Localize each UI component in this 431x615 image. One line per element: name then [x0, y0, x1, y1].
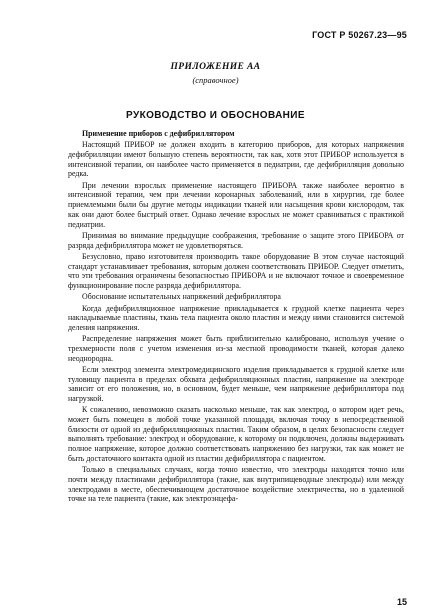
subheading-test-voltages: Обоснование испытательных напряжений дефибриллятора [82, 292, 281, 302]
paragraph: Безусловно, право изготовителя производить такое оборудование В этом случае настоящий стандарт устанавливает требования, которым должен соответствовать ПРИБОР. Следует отметить, что эти требования ограничены безопасностью ПРИБОРА и не включают точное и своевременное функционирование после разряда дефибриллятора. [68, 251, 404, 290]
paragraph: К сожалению, невозможно сказать насколько меньше, так как электрод, о котором идет речь, может быть помещен в любой точке указанной площади, включая точку в непосредственной близости от одной из дефибрилляционных пластин. Таким образом, в целях безопасности следует выполнять требование: электрод и оборудование, к которому он подключен, должны выдерживать полное напряжение, которое должно соответствовать напряжению без нагрузки, так как может не быть достаточного контакта одной из пластин дефибриллятора с пациентом. [68, 405, 404, 463]
section-title: РУКОВОДСТВО И ОБОСНОВАНИЕ [126, 110, 305, 121]
paragraph: Только в специальных случаях, когда точно известно, что электроды находятся точно или почти между пластинами дефибриллятора (такие, как внутрипищеводные электроды) или между электродами в месте, обеспечивающем достаточное воздействие электричества, но в удаленной точке на теле пациента (такие, как электроэнцефа- [68, 465, 404, 504]
paragraph: Если электрод элемента электромедицинского изделия прикладывается к грудной клетке или туловищу пациента в пределах обхвата дефибрилляционных пластин, напряжение на электроде зависит от его положения, но, в основном, будет меньше, чем напряжение дефибриллятора под нагрузкой. [68, 364, 404, 404]
paragraph: Распределение напряжения может быть приблизительно калибровано, используя учение о трехмерности поля с учетом изменения из-за местной проводимости тканей, которая далеко неоднородна. [68, 334, 404, 363]
subheading-defibrillator-use: Применение приборов с дефибриллятором [82, 129, 235, 138]
paragraph: Когда дефибрилляционное напряжение прикладывается к грудной клетке пациента через накладываемые пластины, ткань тела пациента около пластин и между ними становится системой деления напряжения. [68, 303, 404, 332]
appendix-title: ПРИЛОЖЕНИЕ АА [170, 62, 261, 72]
paragraph: Настоящий ПРИБОР не должен входить в категорию приборов, для которых напряжения дефибрилляции имеют большую степень вероятности, так как, хотя этот ПРИБОР используется в интенсивной терапии, он наиболее часто применяется в педиатрии, где дефибрилляция довольно редка. [68, 140, 404, 179]
body-text [68, 129, 404, 506]
paragraph: Принимая во внимание предыдущие соображения, требование о защите этого ПРИБОРА от разряда дефибриллятора может не удовлетворяться. [68, 230, 404, 250]
standard-code-header: ГОСТ Р 50267.23—95 [312, 30, 407, 40]
appendix-note: (справочное) [192, 75, 239, 85]
paragraph: При лечении взрослых применение настоящего ПРИБОРА также наиболее вероятно в интенсивной терапии, чем при лечении коронарных заболеваний, или в хирургии, где более приемлемыми были бы другие методы индикации тканей или насыщения крови кислородом, так как они дают более быстрый ответ. Однако лечение взрослых не может сравниваться с практикой педиатрии. [68, 180, 404, 229]
page-number: 15 [396, 597, 407, 607]
